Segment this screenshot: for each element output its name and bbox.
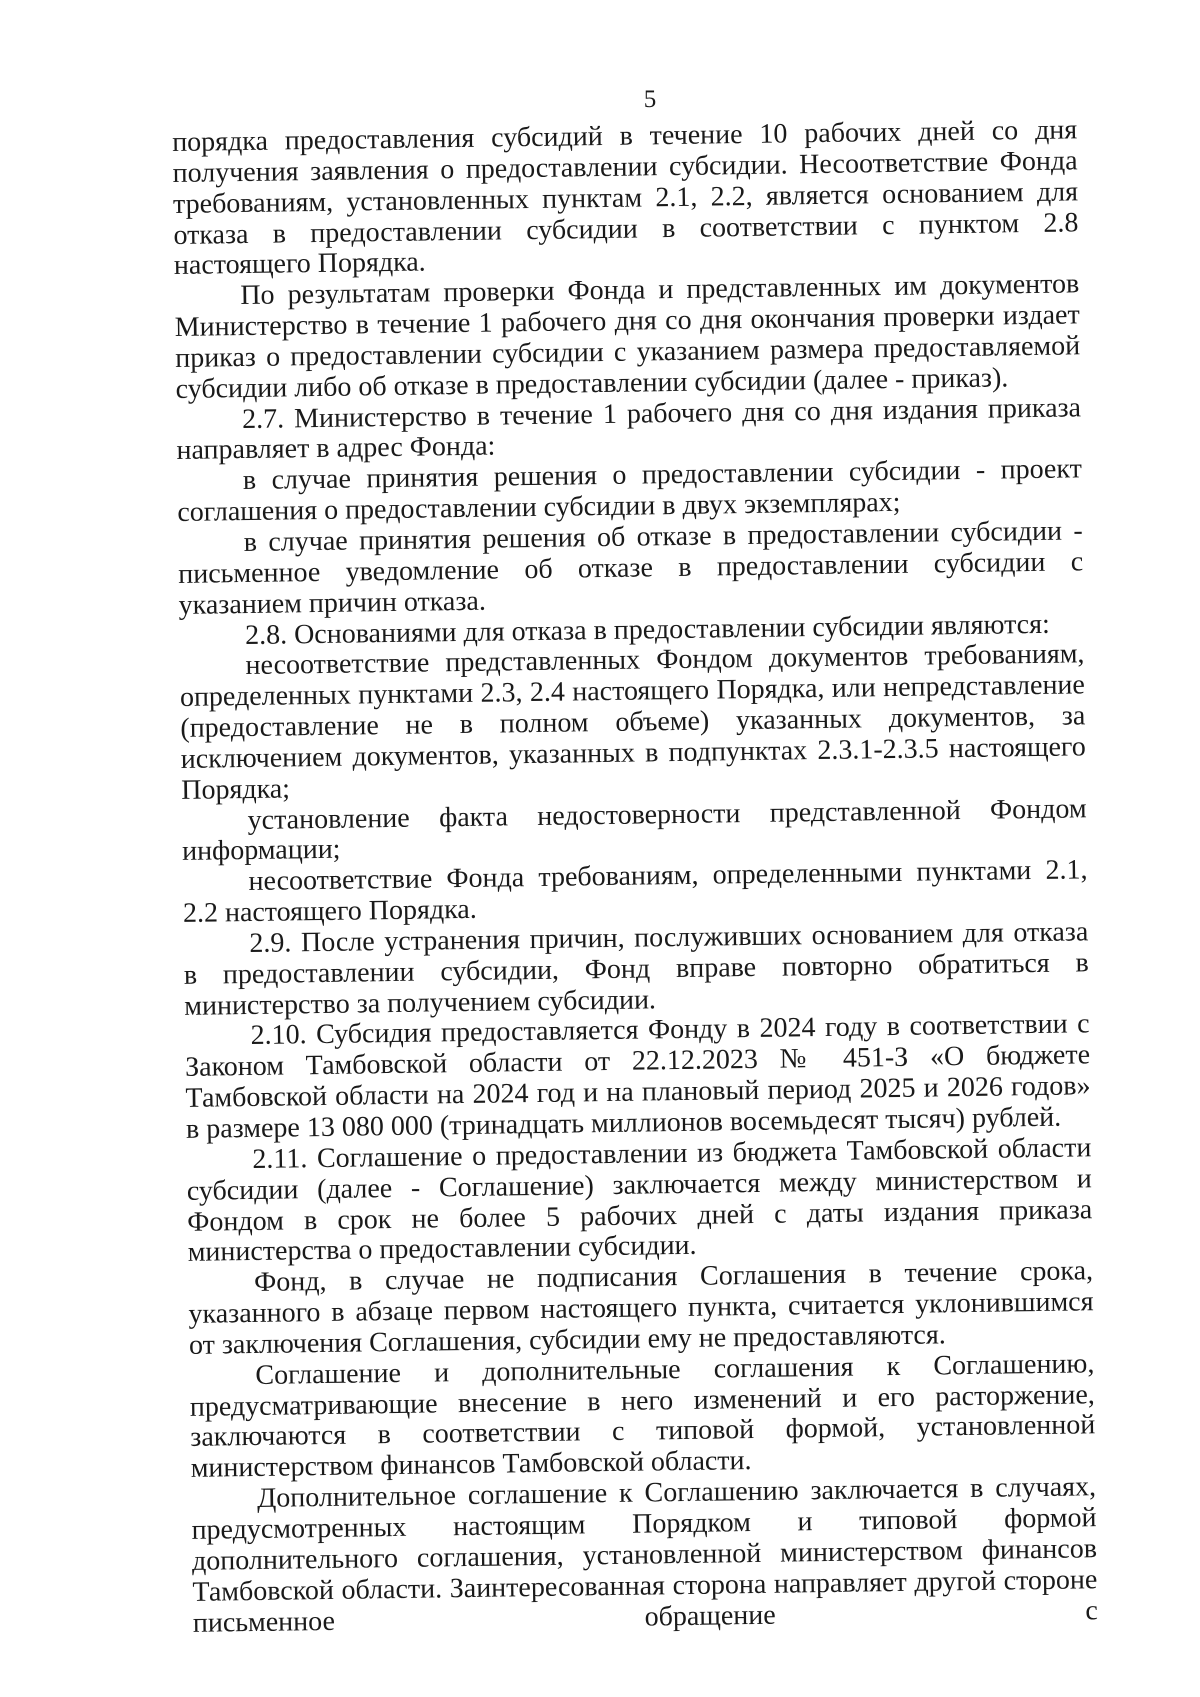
paragraph-2-8-item-1: несоответствие представленных Фондом документов требованиям, определенных пунктами 2.3, 2.4 настоящего Порядка, или непредставление (предоставление не в полном объеме) указанных документов, за исключением документов, указанных в подпунктах 2.3.1-2.3.5 настоящего Порядка; <box>179 638 1086 806</box>
paragraph-2-9: 2.9. После устранения причин, послуживших основанием для отказа в предоставлении субсидии, Фонд вправе повторно обратиться в министерство за получением субсидии. <box>183 916 1089 1022</box>
paragraph-2-8-item-2: установление факта недостоверности представленной Фондом информации; <box>181 792 1087 868</box>
paragraph-2-7: 2.7. Министерство в течение 1 рабочего дня со дня издания приказа направляет в адрес Фонда: <box>176 391 1082 467</box>
document-body <box>172 115 1098 1639</box>
paragraph-review-results: По результатам проверки Фонда и представленных им документов Министерство в течение 1 рабочего дня со дня окончания проверки издает приказ о предоставлении субсидии с указанием размера предоставляемой субсидии либо об отказе в предоставлении субсидии (далее - приказ). <box>174 268 1081 405</box>
paragraph-2-11: 2.11. Соглашение о предоставлении из бюджета Тамбовской области субсидии (далее - Соглашение) заключается между министерством и Фондом в срок не более 5 рабочих дней с даты издания приказа министерства о предоставлении субсидии. <box>186 1132 1093 1269</box>
paragraph-additional-agreement: Дополнительное соглашение к Соглашению заключается в случаях, предусмотренных настоящим Порядком и типовой формой дополнительного соглашения, установленной министерством финансов Тамбовской области. Заинтересованная сторона направляет другой стороне письменное обращение с <box>191 1471 1099 1639</box>
paragraph-fund-refusal: Фонд, в случае не подписания Соглашения в течение срока, указанного в абзаце первом настоящего пункта, считается уклонившимся от заключения Соглашения, субсидии ему не предоставляются. <box>188 1255 1094 1361</box>
paragraph-2-7-refusal: в случае принятия решения об отказе в предоставлении субсидии - письменное уведомление об отказе в предоставлении субсидии с указанием причин отказа. <box>178 515 1084 621</box>
paragraph-2-8: 2.8. Основаниями для отказа в предоставлении субсидии являются: <box>244 608 1050 651</box>
paragraph-2-10: 2.10. Субсидия предоставляется Фонду в 2024 году в соответствии с Законом Тамбовской области от 22.12.2023 № 451-З «О бюджете Тамбовской области на 2024 год и на плановый период 2025 и 2026 годов» в размере 13 080 000 (тринадцать миллионов восемьдесят тысяч) рублей. <box>184 1008 1091 1145</box>
paragraph-continuation: порядка предоставления субсидий в течение 10 рабочих дней со дня получения заявления о предоставлении субсидии. Несоответствие Фонда требованиям, установленных пунктам 2.1, 2.2, является основанием для отказа в предоставлении субсидии в соответствии с пунктом 2.8 настоящего Порядка. <box>171 114 1079 282</box>
paragraph-agreement-form: Соглашение и дополнительные соглашения к Соглашению, предусматривающие внесение в него изменений и его расторжение, заключаются в соответствии с типовой формой, установленной министерством финансов Тамбовской области. <box>189 1347 1096 1485</box>
paragraph-2-8-item-3: несоответствие Фонда требованиям, определенными пунктами 2.1, 2.2 настоящего Порядка. <box>182 854 1088 930</box>
page-number: 5 <box>643 86 657 113</box>
paragraph-2-7-approval: в случае принятия решения о предоставлении субсидии - проект соглашения о предоставлении субсидии в двух экземплярах; <box>177 453 1083 529</box>
